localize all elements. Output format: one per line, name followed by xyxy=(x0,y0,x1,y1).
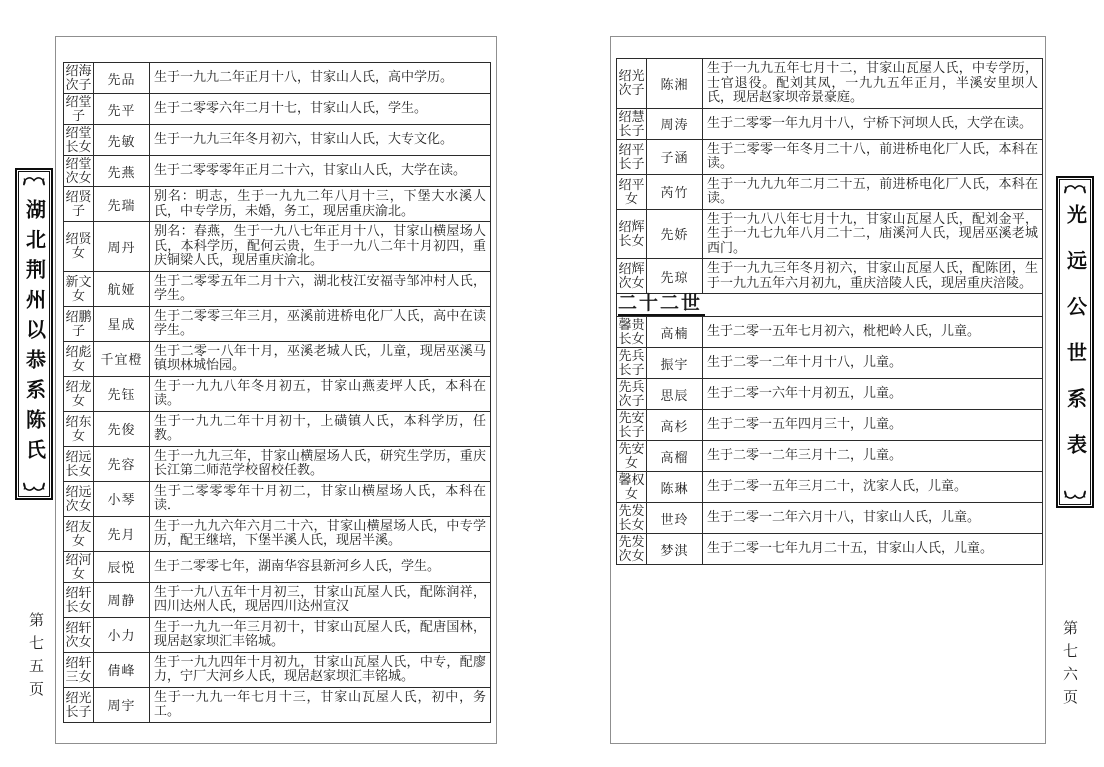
description-cell: 生于二零一五年四月三十，儿童。 xyxy=(703,410,1043,441)
relation-cell: 绍堂次女 xyxy=(65,156,92,185)
name-cell: 周静 xyxy=(94,582,150,617)
description-cell: 生于二零一八年十月，巫溪老城人氏，儿童，现居巫溪马镇坝林城怡园。 xyxy=(150,341,491,376)
right-page xyxy=(610,36,1046,744)
relation-cell: 绍辉长女 xyxy=(617,209,647,259)
table-row xyxy=(617,139,1043,174)
scroll-ornament-top-icon xyxy=(21,174,47,187)
relation-cell: 先发次女 xyxy=(618,534,645,563)
description-cell: 生于二零一五年七月初六，枇杷岭人氏，儿童。 xyxy=(703,317,1043,348)
relation-cell: 绍彪女 xyxy=(64,341,94,376)
table-row xyxy=(64,516,491,551)
relation-cell: 绍光次子 xyxy=(617,59,647,109)
name-cell: 陈湘 xyxy=(647,59,703,109)
relation-cell: 绍轩三女 xyxy=(64,652,94,687)
name-cell: 子涵 xyxy=(647,139,703,174)
genealogy-table-right xyxy=(616,58,1043,565)
relation-cell: 先兵长子 xyxy=(618,348,645,377)
name-cell: 振宇 xyxy=(647,348,703,379)
relation-cell: 绍贤子 xyxy=(64,187,94,222)
name-cell: 周丹 xyxy=(94,222,150,272)
table-row xyxy=(64,376,491,411)
left-page xyxy=(55,36,497,744)
table-row xyxy=(617,59,1043,109)
table-row xyxy=(617,379,1043,410)
name-cell: 先钰 xyxy=(94,376,150,411)
relation-cell: 馨贵长女 xyxy=(618,317,645,346)
description-cell: 生于一九九一年七月十三，甘家山瓦屋人氏，初中，务工。 xyxy=(150,687,491,722)
right-title-panel-frame xyxy=(1059,179,1091,505)
relation-cell: 绍堂长女 xyxy=(65,125,92,154)
name-cell: 高楠 xyxy=(647,317,703,348)
table-row xyxy=(617,534,1043,565)
name-cell: 小力 xyxy=(94,617,150,652)
description-cell: 生于一九九五年七月十二，甘家山瓦屋人氏，中专学历，士官退役。配刘其凤，一九九五年正月，半溪安里坝人氏，现居赵家坝帝景豪庭。 xyxy=(703,59,1043,109)
name-cell: 世玲 xyxy=(647,503,703,534)
table-row xyxy=(64,341,491,376)
description-cell: 生于一九九八年冬月初五，甘家山燕麦坪人氏，本科在读。 xyxy=(150,376,491,411)
name-cell: 先品 xyxy=(94,63,150,94)
name-cell: 高杉 xyxy=(647,410,703,441)
table-row xyxy=(617,503,1043,534)
relation-cell: 绍东女 xyxy=(64,411,94,446)
relation-cell: 先安长子 xyxy=(618,410,645,439)
scroll-ornament-bottom-icon xyxy=(1062,489,1088,502)
description-cell: 生于一九九九年二月二十五，前进桥电化厂人氏，本科在读。 xyxy=(703,174,1043,209)
table-row xyxy=(64,481,491,516)
table-row xyxy=(617,441,1043,472)
name-cell: 梦淇 xyxy=(647,534,703,565)
description-cell: 生于二零一二年六月十八，甘家山人氏，儿童。 xyxy=(703,503,1043,534)
left-page-side-title: 湖北荆州以恭系陈氏 xyxy=(22,199,45,469)
description-cell: 生于一九九三年，甘家山横屋场人氏，研究生学历，重庆长江第二师范学校留校任教。 xyxy=(150,446,491,481)
description-cell: 生于二零一二年十月十八，儿童。 xyxy=(703,348,1043,379)
relation-cell: 绍轩长女 xyxy=(64,582,94,617)
relation-cell: 馨权女 xyxy=(618,472,645,501)
table-row xyxy=(64,551,491,582)
relation-cell: 先兵次子 xyxy=(618,379,645,408)
description-cell: 生于一九九四年十月初九，甘家山瓦屋人氏，中专，配廖力，宁厂大河乡人氏，现居赵家坝汇丰铭城。 xyxy=(150,652,491,687)
relation-cell: 绍贤女 xyxy=(64,222,94,272)
name-cell: 陈琳 xyxy=(647,472,703,503)
description-cell: 生于二零一五年三月二十，沈家人氏，儿童。 xyxy=(703,472,1043,503)
name-cell: 高榴 xyxy=(647,441,703,472)
right-page-side-title: 光远公世系表 xyxy=(1063,204,1086,480)
name-cell: 先月 xyxy=(94,516,150,551)
left-page-number: 第七五页 xyxy=(27,612,43,704)
table-row xyxy=(617,348,1043,379)
relation-cell: 绍远次女 xyxy=(64,481,94,516)
table-row xyxy=(64,63,491,94)
description-cell: 生于二零零七年，湖南华容县新河乡人氏，学生。 xyxy=(150,551,491,582)
description-cell: 生于一九九一年三月初十，甘家山瓦屋人氏，配唐国林，现居赵家坝汇丰铭城。 xyxy=(150,617,491,652)
table-row xyxy=(64,156,491,187)
description-cell: 生于二零一二年三月十二，儿童。 xyxy=(703,441,1043,472)
table-row xyxy=(64,271,491,306)
description-cell: 生于二零一六年十月初五，儿童。 xyxy=(703,379,1043,410)
table-row xyxy=(64,687,491,722)
name-cell: 航娅 xyxy=(94,271,150,306)
table-row xyxy=(64,411,491,446)
right-title-panel xyxy=(1056,176,1094,508)
name-cell: 思辰 xyxy=(647,379,703,410)
relation-cell: 绍河女 xyxy=(65,551,92,581)
table-row xyxy=(64,446,491,481)
table-row xyxy=(617,108,1043,139)
relation-cell: 绍轩次女 xyxy=(64,617,94,652)
name-cell: 周涛 xyxy=(647,108,703,139)
relation-cell: 绍辉次女 xyxy=(617,259,647,294)
relation-cell: 绍平女 xyxy=(617,174,647,209)
name-cell: 小琴 xyxy=(94,481,150,516)
relation-cell: 绍友女 xyxy=(64,516,94,551)
genealogy-table-left xyxy=(63,62,491,723)
description-cell: 生于二零一七年九月二十五，甘家山人氏，儿童。 xyxy=(703,534,1043,565)
left-title-panel xyxy=(15,168,53,500)
description-cell: 生于一九九三年冬月初六，甘家山瓦屋人氏，配陈团，生于一九九五年六月初九，重庆涪陵人氏，现居重庆涪陵。 xyxy=(703,259,1043,294)
name-cell: 周宇 xyxy=(94,687,150,722)
description-cell: 生于二零零零年正月二十六，甘家山人氏，大学在读。 xyxy=(150,156,491,187)
table-row xyxy=(617,259,1043,294)
name-cell: 先瑞 xyxy=(94,187,150,222)
description-cell: 生于二零零零年十月初二，甘家山横屋场人氏，本科在读． xyxy=(150,481,491,516)
table-row xyxy=(617,410,1043,441)
name-cell: 先容 xyxy=(94,446,150,481)
relation-cell: 绍海次子 xyxy=(65,63,92,92)
relation-cell: 绍慧长子 xyxy=(618,108,645,138)
name-cell: 辰悦 xyxy=(94,551,150,582)
table-row xyxy=(64,617,491,652)
description-cell: 生于二零零六年二月十七，甘家山人氏，学生。 xyxy=(150,94,491,125)
relation-cell: 新文女 xyxy=(64,271,94,306)
description-cell: 生于一九九二年正月十八，甘家山人氏，高中学历。 xyxy=(150,63,491,94)
table-row xyxy=(64,94,491,125)
table-row xyxy=(617,209,1043,259)
right-page-number: 第七六页 xyxy=(1061,620,1077,712)
table-row xyxy=(617,174,1043,209)
description-cell: 生于一九九二年十月初十，上磺镇人氏，本科学历，任教。 xyxy=(150,411,491,446)
relation-cell: 先安女 xyxy=(618,441,645,470)
name-cell: 芮竹 xyxy=(647,174,703,209)
left-title-panel-frame xyxy=(18,171,50,497)
description-cell: 生于一九八五年十月初三，甘家山瓦屋人氏，配陈润祥，四川达州人氏，现居四川达州宣汉 xyxy=(150,582,491,617)
description-cell: 生于一九八八年七月十九，甘家山瓦屋人氏，配刘金平，生于一九七九年八月二十二，庙溪河人氏，现居巫溪老城西门。 xyxy=(703,209,1043,259)
relation-cell: 绍光长子 xyxy=(64,687,94,722)
generation-section-cell xyxy=(617,294,1043,317)
table-row xyxy=(64,125,491,156)
description-cell: 生于一九九六年六月二十六，甘家山横屋场人氏，中专学历，配王继培，下堡半溪人氏，现居半溪。 xyxy=(150,516,491,551)
description-cell: 生于二零零一年冬月二十八，前进桥电化厂人氏，本科在读。 xyxy=(703,139,1043,174)
generation-section-title: 二十二世 xyxy=(618,294,705,316)
table-row xyxy=(64,222,491,272)
description-cell: 生于二零零五年二月十六，湖北枝江安福寺邹冲村人氏，学生。 xyxy=(150,271,491,306)
generation-section-row xyxy=(617,294,1043,317)
table-row xyxy=(617,317,1043,348)
name-cell: 星成 xyxy=(94,306,150,341)
description-cell: 生于二零零三年三月，巫溪前进桥电化厂人氏，高中在读学生。 xyxy=(150,306,491,341)
name-cell: 先敏 xyxy=(94,125,150,156)
table-row xyxy=(617,472,1043,503)
relation-cell: 绍平长子 xyxy=(617,139,647,174)
description-cell: 生于二零零一年九月十八，宁桥下河坝人氏，大学在读。 xyxy=(703,108,1043,139)
relation-cell: 绍远长女 xyxy=(64,446,94,481)
relation-cell: 绍堂子 xyxy=(65,94,92,123)
description-cell: 生于一九九三年冬月初六，甘家山人氏，大专文化。 xyxy=(150,125,491,156)
description-cell: 别名：明志，生于一九九二年八月十三，下堡大水溪人氏，中专学历，未婚，务工，现居重庆渝北。 xyxy=(150,187,491,222)
name-cell: 先娇 xyxy=(647,209,703,259)
name-cell: 千宜橙 xyxy=(94,341,150,376)
name-cell: 倩峰 xyxy=(94,652,150,687)
table-row xyxy=(64,306,491,341)
table-row xyxy=(64,187,491,222)
description-cell: 别名：春燕，生于一九八七年正月十八，甘家山横屋场人氏，本科学历，配何云贵，生于一九八二年十月初四，重庆铜梁人氏，现居重庆渝北。 xyxy=(150,222,491,272)
name-cell: 先平 xyxy=(94,94,150,125)
scroll-ornament-bottom-icon xyxy=(21,481,47,494)
relation-cell: 绍鹏子 xyxy=(64,306,94,341)
table-row xyxy=(64,582,491,617)
name-cell: 先俊 xyxy=(94,411,150,446)
name-cell: 先琼 xyxy=(647,259,703,294)
scroll-ornament-top-icon xyxy=(1062,182,1088,195)
table-row xyxy=(64,652,491,687)
name-cell: 先燕 xyxy=(94,156,150,187)
relation-cell: 绍龙女 xyxy=(64,376,94,411)
relation-cell: 先发长女 xyxy=(618,503,645,532)
